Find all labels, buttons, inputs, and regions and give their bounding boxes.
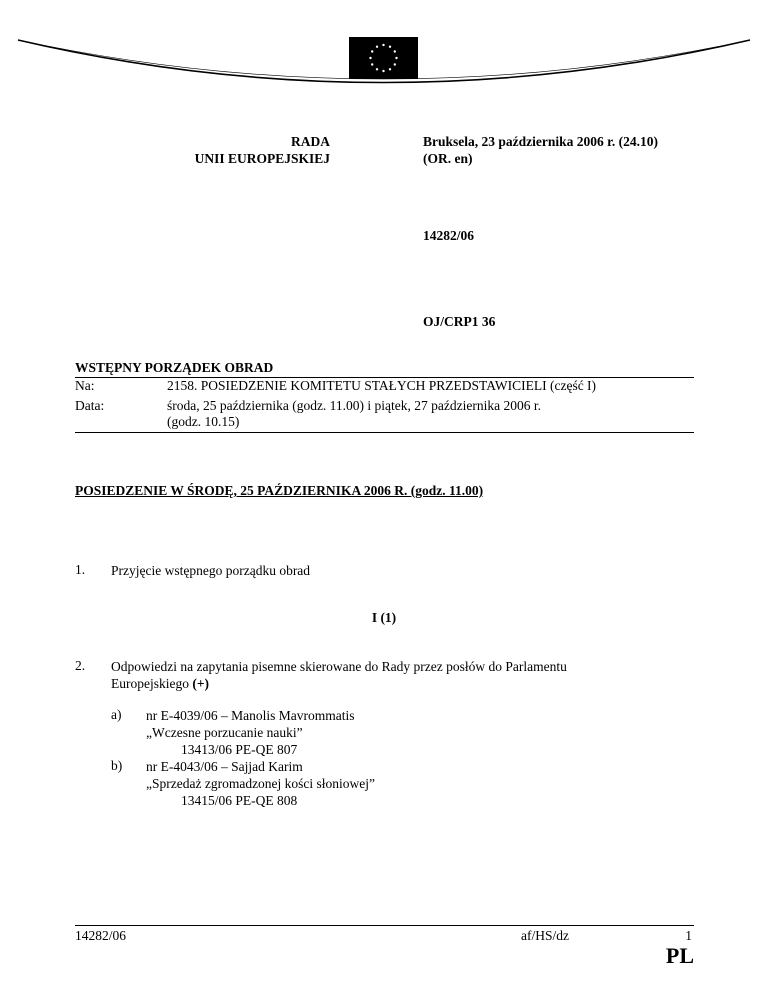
subitem-a-line-2: „Wczesne porzucanie nauki” (146, 725, 303, 740)
place-date-block (423, 133, 658, 167)
item-2-number: 2. (75, 658, 86, 673)
subitem-b-line-3: 13415/06 PE-QE 808 (181, 793, 298, 808)
item-2-line-2 (111, 675, 567, 692)
subitem-b-line-2: „Sprzedaż zgromadzonej kości słoniowej” (146, 776, 376, 791)
date-value-line-1: środa, 25 października (godz. 11.00) i piątek, 27 października 2006 r. (167, 398, 541, 413)
item-2-text (111, 658, 567, 692)
subitem-b-letter: b) (111, 758, 123, 773)
reference: OJ/CRP1 36 (423, 314, 496, 329)
to-value: 2158. POSIEDZENIE KOMITETU STAŁYCH PRZEDSTAWICIELI (część I) (167, 378, 597, 393)
session-title: POSIEDZENIE W ŚRODĘ, 25 PAŹDZIERNIKA 2006 R. (godz. 11.00) (75, 483, 484, 498)
item-2-line-1: Odpowiedzi na zapytania pisemne skierowane do Rady przez posłów do Parlamentu (111, 659, 567, 674)
footer-doc-number: 14282/06 (75, 928, 127, 943)
place-date: Bruksela, 23 października 2006 r. (24.10) (423, 134, 659, 149)
eu-flag-icon (349, 37, 418, 79)
item-2-line-2-text: Europejskiego (111, 676, 189, 691)
agenda-bottom-rule (75, 432, 694, 433)
council-name (130, 133, 330, 167)
original-language: (OR. en) (423, 151, 473, 166)
footer-language: PL (665, 943, 694, 968)
to-label: Na: (75, 378, 95, 393)
footer-initials: af/HS/dz (521, 928, 569, 943)
subitem-a (146, 707, 354, 758)
council-line-1: RADA (291, 134, 330, 149)
item-2-marker: (+) (192, 676, 210, 691)
doc-number: 14282/06 (423, 228, 475, 243)
item-1-text: Przyjęcie wstępnego porządku obrad (111, 563, 311, 578)
subitem-b-line-1: nr E-4043/06 – Sajjad Karim (146, 759, 303, 774)
subitem-a-line-3: 13413/06 PE-QE 807 (181, 742, 298, 757)
item-1-number: 1. (75, 562, 86, 577)
council-line-2: UNII EUROPEJSKIEJ (194, 151, 330, 166)
subitem-a-line-1: nr E-4039/06 – Manolis Mavrommatis (146, 708, 355, 723)
date-value (167, 398, 541, 430)
agenda-title: WSTĘPNY PORZĄDEK OBRAD (75, 360, 274, 375)
date-value-line-2: (godz. 10.15) (167, 414, 240, 429)
subitem-b (146, 758, 375, 809)
section-mark: I (1) (371, 610, 397, 625)
subitem-a-letter: a) (111, 707, 122, 722)
date-label: Data: (75, 398, 105, 413)
footer-page-number: 1 (685, 928, 692, 943)
footer-rule (75, 925, 694, 926)
